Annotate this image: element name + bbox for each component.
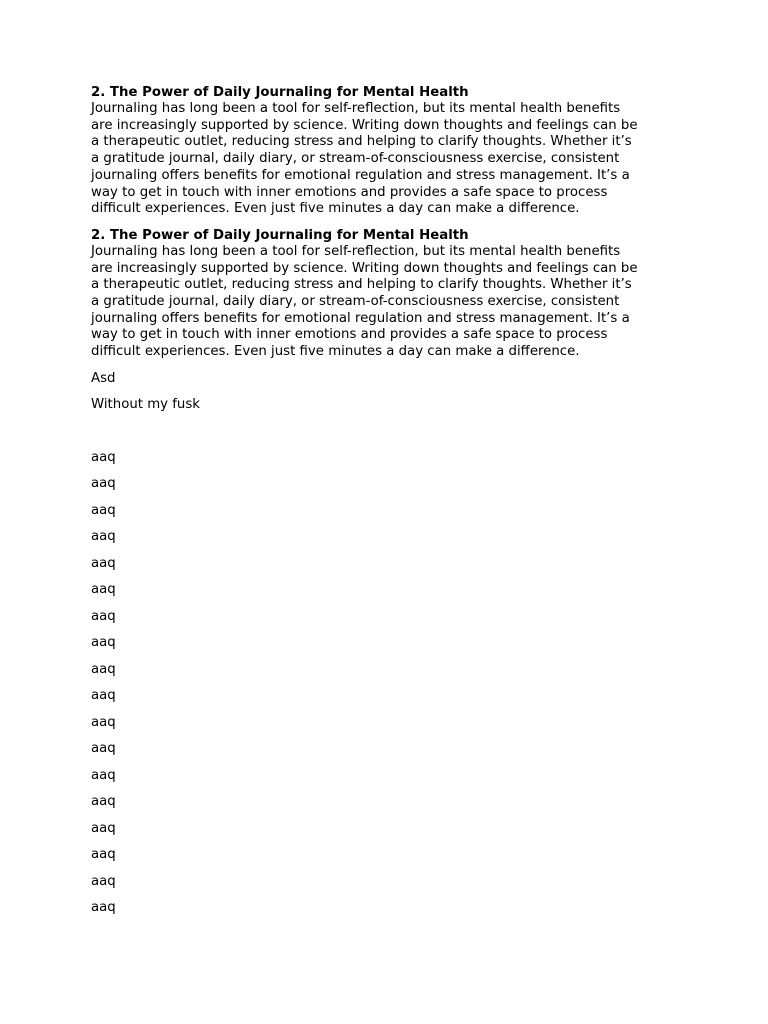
list-item: aaq: [91, 741, 116, 757]
section-paragraph: [91, 101, 691, 218]
aaq-list: [91, 449, 691, 917]
paragraph-line: Journaling has long been a tool for self-reflection, but its mental health benefits: [91, 243, 621, 259]
document-page: [91, 84, 691, 926]
list-item: aaq: [91, 476, 116, 492]
list-item: aaq: [91, 529, 116, 545]
paragraph-line: difficult experiences. Even just five minutes a day can make a difference.: [91, 344, 580, 360]
paragraph-line: a gratitude journal, daily diary, or stream-of-consciousness exercise, consistent: [91, 151, 620, 167]
paragraph-line: journaling offers benefits for emotional regulation and stress management. It’s a: [91, 310, 630, 326]
list-item: aaq: [91, 767, 116, 783]
list-item: aaq: [91, 608, 116, 624]
note-asd: Asd: [91, 370, 116, 386]
list-item: aaq: [91, 847, 116, 863]
list-item: aaq: [91, 873, 116, 889]
list-item: aaq: [91, 661, 116, 677]
list-item: aaq: [91, 688, 116, 704]
paragraph-line: a therapeutic outlet, reducing stress and helping to clarify thoughts. Whether it’s: [91, 277, 632, 293]
paragraph-line: are increasingly supported by science. Writing down thoughts and feelings can be: [91, 260, 638, 276]
section-2: [91, 227, 691, 361]
section-1: [91, 84, 691, 218]
paragraph-line: are increasingly supported by science. Writing down thoughts and feelings can be: [91, 117, 638, 133]
note-without-my-fusk: Without my fusk: [91, 396, 200, 412]
section-heading: 2. The Power of Daily Journaling for Mental Health: [91, 227, 469, 243]
list-item: aaq: [91, 794, 116, 810]
list-item: aaq: [91, 820, 116, 836]
paragraph-line: Journaling has long been a tool for self-reflection, but its mental health benefits: [91, 101, 621, 116]
section-heading: 2. The Power of Daily Journaling for Mental Health: [91, 85, 469, 100]
list-item: aaq: [91, 635, 116, 651]
list-item: aaq: [91, 449, 116, 465]
paragraph-line: difficult experiences. Even just five minutes a day can make a difference.: [91, 201, 580, 217]
paragraph-line: a gratitude journal, daily diary, or stream-of-consciousness exercise, consistent: [91, 294, 620, 310]
list-item: aaq: [91, 582, 116, 598]
empty-paragraph: [91, 422, 691, 449]
list-item: aaq: [91, 555, 116, 571]
section-paragraph: [91, 244, 691, 361]
paragraph-line: way to get in touch with inner emotions and provides a safe space to process: [91, 184, 608, 200]
list-item: aaq: [91, 502, 116, 518]
list-item: aaq: [91, 900, 116, 916]
paragraph-line: journaling offers benefits for emotional regulation and stress management. It’s a: [91, 167, 630, 183]
list-item: aaq: [91, 714, 116, 730]
paragraph-line: a therapeutic outlet, reducing stress and helping to clarify thoughts. Whether it’s: [91, 134, 632, 150]
paragraph-line: way to get in touch with inner emotions and provides a safe space to process: [91, 327, 608, 343]
